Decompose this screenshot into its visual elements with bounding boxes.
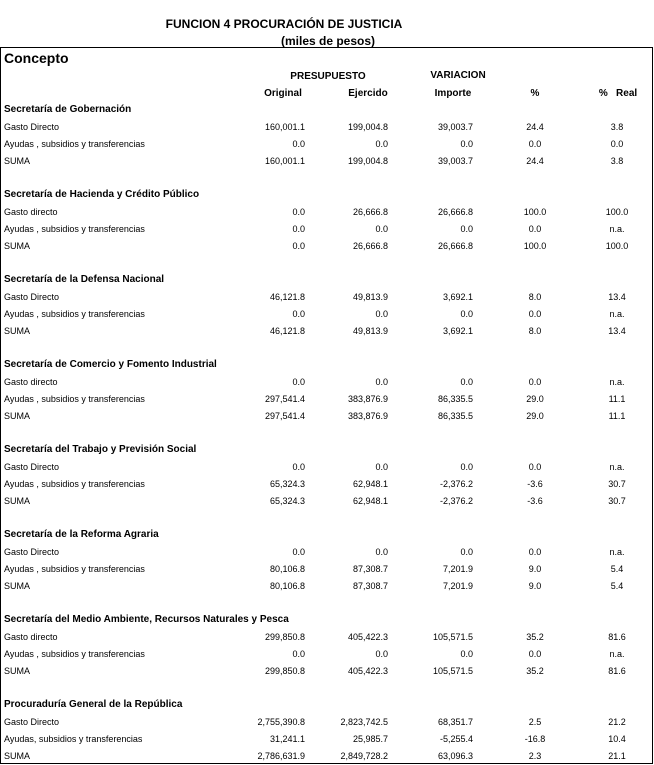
pct-real-value: 3.8	[610, 156, 624, 166]
ejercido-value: 0.0	[375, 224, 388, 234]
pct-real-value: n.a.	[609, 649, 625, 659]
pct-real-value: 21.1	[608, 751, 626, 761]
pct-value: 0.0	[528, 139, 542, 149]
original-value: 46,121.8	[269, 326, 305, 336]
row-label: SUMA	[4, 156, 31, 166]
document-title: FUNCION 4 PROCURACIÓN DE JUSTICIA	[165, 17, 403, 31]
ejercido-value: 405,422.3	[347, 632, 388, 642]
row-label: Gasto directo	[4, 377, 58, 387]
ejercido-value: 87,308.7	[352, 581, 388, 591]
original-value: 297,541.4	[264, 394, 305, 404]
importe-value: 39,003.7	[437, 122, 473, 132]
pct-real-value: 5.4	[610, 581, 624, 591]
document-subtitle: (miles de pesos)	[280, 34, 376, 48]
pct-value: 2.3	[528, 751, 542, 761]
ejercido-value: 0.0	[375, 649, 388, 659]
pct-value: 9.0	[528, 581, 542, 591]
original-value: 0.0	[292, 207, 305, 217]
pct-value: 8.0	[528, 326, 542, 336]
row-label: Ayudas , subsidios y transferencias	[4, 649, 145, 659]
importe-value: -5,255.4	[439, 734, 473, 744]
table-row	[0, 734, 654, 748]
row-label: Gasto Directo	[4, 292, 60, 302]
ejercido-value: 383,876.9	[347, 411, 388, 421]
header-original: Original	[264, 88, 302, 99]
ejercido-value: 26,666.8	[352, 207, 388, 217]
row-label: Gasto Directo	[4, 462, 60, 472]
pct-real-value: 0.0	[610, 139, 624, 149]
importe-value: 63,096.3	[437, 751, 473, 761]
row-label: Gasto Directo	[4, 717, 60, 727]
table-bottom-border	[0, 763, 653, 764]
importe-value: 105,571.5	[432, 666, 473, 676]
pct-value: -3.6	[527, 479, 543, 489]
importe-value: 0.0	[460, 547, 473, 557]
pct-real-value: n.a.	[609, 462, 625, 472]
pct-real-value: 13.4	[608, 326, 626, 336]
row-label: SUMA	[4, 326, 31, 336]
pct-real-value: 30.7	[608, 479, 626, 489]
table-row	[0, 649, 654, 663]
original-value: 80,106.8	[269, 564, 305, 574]
header-ejercido: Ejercido	[348, 88, 388, 99]
pct-real-value: 3.8	[610, 122, 624, 132]
table-row	[0, 292, 654, 306]
table-row	[0, 666, 654, 680]
row-label: Gasto Directo	[4, 547, 60, 557]
table-row	[0, 394, 654, 408]
table-row	[0, 207, 654, 221]
ejercido-value: 199,004.8	[347, 156, 388, 166]
pct-value: 9.0	[528, 564, 542, 574]
pct-value: 35.2	[526, 666, 544, 676]
pct-real-value: n.a.	[609, 309, 625, 319]
importe-value: 0.0	[460, 139, 473, 149]
pct-real-value: n.a.	[609, 547, 625, 557]
original-value: 0.0	[292, 224, 305, 234]
importe-value: 0.0	[460, 462, 473, 472]
pct-value: 24.4	[526, 156, 544, 166]
pct-real-value: 11.1	[608, 394, 626, 404]
importe-value: 0.0	[460, 309, 473, 319]
section-title: Secretaría de Comercio y Fomento Industrial	[4, 359, 217, 370]
original-value: 0.0	[292, 241, 305, 251]
row-label: SUMA	[4, 751, 31, 761]
pct-real-value: 81.6	[608, 632, 626, 642]
pct-value: 2.5	[528, 717, 542, 727]
importe-value: 26,666.8	[437, 241, 473, 251]
pct-real-value: n.a.	[609, 377, 625, 387]
pct-value: 8.0	[528, 292, 542, 302]
table-row	[0, 326, 654, 340]
pct-real-value: 11.1	[608, 411, 626, 421]
ejercido-value: 0.0	[375, 462, 388, 472]
pct-real-value: 30.7	[608, 496, 626, 506]
row-label: Gasto Directo	[4, 122, 60, 132]
row-label: Ayudas , subsidios y transferencias	[4, 139, 145, 149]
header-pct: %	[530, 88, 540, 99]
pct-real-value: 13.4	[608, 292, 626, 302]
original-value: 299,850.8	[264, 666, 305, 676]
section-title: Secretaría del Trabajo y Previsión Social	[4, 444, 197, 455]
ejercido-value: 87,308.7	[352, 564, 388, 574]
original-value: 65,324.3	[269, 479, 305, 489]
importe-value: 7,201.9	[442, 581, 473, 591]
pct-value: 0.0	[528, 462, 542, 472]
importe-value: 3,692.1	[442, 292, 473, 302]
importe-value: 0.0	[460, 377, 473, 387]
original-value: 2,786,631.9	[257, 751, 305, 761]
pct-value: 0.0	[528, 309, 542, 319]
ejercido-value: 199,004.8	[347, 122, 388, 132]
header-variacion: VARIACION	[430, 70, 486, 81]
row-label: SUMA	[4, 241, 31, 251]
original-value: 65,324.3	[269, 496, 305, 506]
table-row	[0, 122, 654, 136]
row-label: Ayudas , subsidios y transferencias	[4, 394, 145, 404]
row-label: SUMA	[4, 496, 31, 506]
ejercido-value: 0.0	[375, 547, 388, 557]
section-title: Secretaría de Gobernación	[4, 104, 132, 115]
pct-real-value: 10.4	[608, 734, 626, 744]
section-title: Secretaría de la Defensa Nacional	[4, 274, 165, 285]
original-value: 0.0	[292, 462, 305, 472]
table-row	[0, 139, 654, 153]
original-value: 0.0	[292, 377, 305, 387]
table-row	[0, 479, 654, 493]
section-title: Secretaría de la Reforma Agraria	[4, 529, 159, 540]
table-row	[0, 411, 654, 425]
table-row	[0, 377, 654, 391]
importe-value: 86,335.5	[437, 411, 473, 421]
ejercido-value: 25,985.7	[352, 734, 388, 744]
pct-value: 24.4	[526, 122, 544, 132]
original-value: 299,850.8	[264, 632, 305, 642]
row-label: Ayudas, subsidios y transferencias	[4, 734, 143, 744]
ejercido-value: 26,666.8	[352, 241, 388, 251]
section-title: Procuraduría General de la República	[4, 699, 183, 710]
table-row	[0, 156, 654, 170]
importe-value: 68,351.7	[437, 717, 473, 727]
table-row	[0, 309, 654, 323]
section-title: Secretaría de Hacienda y Crédito Público	[4, 189, 200, 200]
pct-value: -3.6	[527, 496, 543, 506]
row-label: Ayudas , subsidios y transferencias	[4, 224, 145, 234]
header-presupuesto: PRESUPUESTO	[290, 71, 366, 82]
original-value: 0.0	[292, 547, 305, 557]
table-row	[0, 581, 654, 595]
pct-real-value: 21.2	[608, 717, 626, 727]
section-title: Secretaría del Medio Ambiente, Recursos Naturales y Pesca	[4, 614, 289, 625]
pct-value: 100.0	[523, 241, 547, 251]
importe-value: 3,692.1	[442, 326, 473, 336]
row-label: Ayudas , subsidios y transferencias	[4, 564, 145, 574]
original-value: 297,541.4	[264, 411, 305, 421]
pct-value: 29.0	[526, 394, 544, 404]
pct-value: 0.0	[528, 224, 542, 234]
header-importe: Importe	[434, 88, 472, 99]
pct-real-value: n.a.	[609, 224, 625, 234]
original-value: 160,001.1	[264, 122, 305, 132]
ejercido-value: 49,813.9	[352, 292, 388, 302]
importe-value: 105,571.5	[432, 632, 473, 642]
importe-value: -2,376.2	[439, 496, 473, 506]
ejercido-value: 383,876.9	[347, 394, 388, 404]
ejercido-value: 0.0	[375, 139, 388, 149]
ejercido-value: 49,813.9	[352, 326, 388, 336]
table-row	[0, 632, 654, 646]
pct-value: 0.0	[528, 649, 542, 659]
importe-value: 0.0	[460, 224, 473, 234]
original-value: 0.0	[292, 139, 305, 149]
pct-value: -16.8	[524, 734, 546, 744]
original-value: 0.0	[292, 309, 305, 319]
row-label: Gasto directo	[4, 207, 58, 217]
original-value: 46,121.8	[269, 292, 305, 302]
original-value: 160,001.1	[264, 156, 305, 166]
original-value: 2,755,390.8	[257, 717, 305, 727]
pct-real-value: 5.4	[610, 564, 624, 574]
table-row	[0, 241, 654, 255]
table-row	[0, 717, 654, 731]
ejercido-value: 2,849,728.2	[340, 751, 388, 761]
pct-real-value: 81.6	[608, 666, 626, 676]
ejercido-value: 405,422.3	[347, 666, 388, 676]
row-label: SUMA	[4, 581, 31, 591]
row-label: SUMA	[4, 411, 31, 421]
pct-real-value: 100.0	[605, 207, 629, 217]
ejercido-value: 0.0	[375, 309, 388, 319]
pct-value: 0.0	[528, 547, 542, 557]
table-row	[0, 224, 654, 238]
table-row	[0, 564, 654, 578]
table-row	[0, 496, 654, 510]
original-value: 80,106.8	[269, 581, 305, 591]
header-pct-real: % Real	[598, 88, 638, 99]
ejercido-value: 0.0	[375, 377, 388, 387]
importe-value: 7,201.9	[442, 564, 473, 574]
ejercido-value: 62,948.1	[352, 496, 388, 506]
pct-value: 29.0	[526, 411, 544, 421]
table-row	[0, 462, 654, 476]
pct-value: 0.0	[528, 377, 542, 387]
importe-value: 86,335.5	[437, 394, 473, 404]
ejercido-value: 62,948.1	[352, 479, 388, 489]
importe-value: 0.0	[460, 649, 473, 659]
table-row	[0, 547, 654, 561]
importe-value: 39,003.7	[437, 156, 473, 166]
original-value: 31,241.1	[269, 734, 305, 744]
row-label: Gasto directo	[4, 632, 58, 642]
pct-value: 100.0	[523, 207, 547, 217]
importe-value: -2,376.2	[439, 479, 473, 489]
row-label: SUMA	[4, 666, 31, 676]
concept-header: Concepto	[4, 50, 69, 66]
row-label: Ayudas , subsidios y transferencias	[4, 309, 145, 319]
row-label: Ayudas , subsidios y transferencias	[4, 479, 145, 489]
ejercido-value: 2,823,742.5	[340, 717, 388, 727]
pct-real-value: 100.0	[605, 241, 629, 251]
pct-value: 35.2	[526, 632, 544, 642]
original-value: 0.0	[292, 649, 305, 659]
importe-value: 26,666.8	[437, 207, 473, 217]
